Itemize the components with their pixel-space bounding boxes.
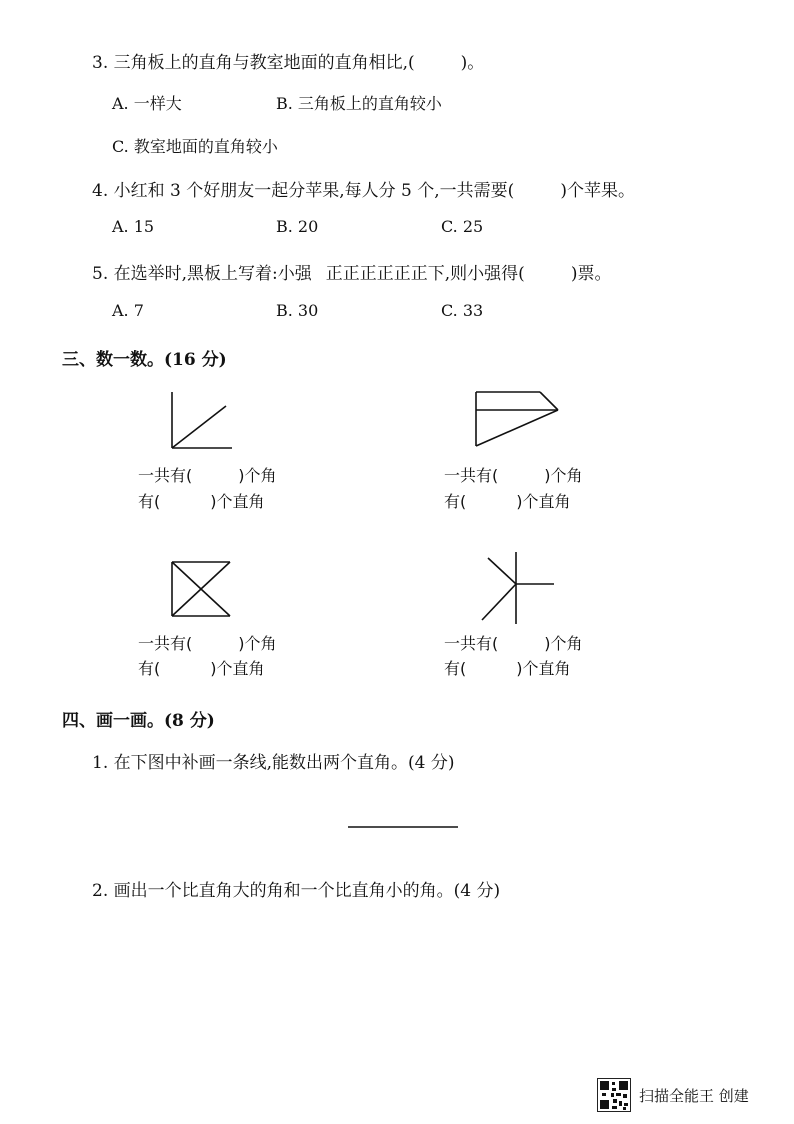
option-c[interactable]: C. 33 bbox=[441, 301, 484, 320]
count-label-total: 一共有( )个角 bbox=[444, 634, 583, 653]
question-5-text: 5. 在选举时,黑板上写着:小强 bbox=[92, 264, 312, 284]
count-label-total: 一共有( )个角 bbox=[138, 466, 277, 485]
option-b[interactable]: B. 30 bbox=[276, 301, 319, 320]
angle-figure-1 bbox=[160, 388, 240, 452]
section-title: 三、数一数。(16 分) bbox=[62, 350, 227, 370]
draw-question-2: 2. 画出一个比直角大的角和一个比直角小的角。(4 分) bbox=[92, 881, 501, 901]
option-b[interactable]: B. 三角板上的直角较小 bbox=[276, 94, 442, 113]
count-label-right: 有( )个直角 bbox=[138, 492, 265, 511]
question-4-text: 4. 小红和 3 个好朋友一起分苹果,每人分 5 个,一共需要( bbox=[92, 181, 515, 201]
question-3: 3. 三角板上的直角与教室地面的直角相比,( )。 bbox=[92, 53, 485, 73]
angle-figure-2 bbox=[466, 384, 566, 450]
section-title: 四、画一画。(8 分) bbox=[62, 711, 215, 731]
count-label-total: 一共有( )个角 bbox=[444, 466, 583, 485]
question-5: 5. 在选举时,黑板上写着:小强 正正正正正正下,则小强得( )票。 bbox=[92, 264, 612, 284]
option-c[interactable]: C. 25 bbox=[441, 217, 484, 236]
option-a[interactable]: A. 一样大 bbox=[112, 94, 182, 113]
draw-question-1: 1. 在下图中补画一条线,能数出两个直角。(4 分) bbox=[92, 753, 455, 773]
qr-code-icon bbox=[597, 1078, 631, 1112]
option-a[interactable]: A. 15 bbox=[112, 217, 155, 236]
tally-marks: 正正正正正正下 bbox=[325, 264, 445, 284]
given-line-segment[interactable] bbox=[346, 822, 462, 832]
question-4: 4. 小红和 3 个好朋友一起分苹果,每人分 5 个,一共需要( )个苹果。 bbox=[92, 181, 635, 201]
option-c[interactable]: C. 教室地面的直角较小 bbox=[112, 137, 278, 156]
count-label-right: 有( )个直角 bbox=[444, 492, 571, 511]
count-label-right: 有( )个直角 bbox=[444, 659, 571, 678]
angle-figure-4 bbox=[476, 548, 560, 632]
angle-figure-3 bbox=[166, 558, 236, 622]
option-b[interactable]: B. 20 bbox=[276, 217, 319, 236]
count-label-right: 有( )个直角 bbox=[138, 659, 265, 678]
count-label-total: 一共有( )个角 bbox=[138, 634, 277, 653]
footer-credit: 扫描全能王 创建 bbox=[639, 1087, 749, 1105]
question-3-text: 3. 三角板上的直角与教室地面的直角相比,( bbox=[92, 53, 415, 73]
option-a[interactable]: A. 7 bbox=[112, 301, 144, 320]
